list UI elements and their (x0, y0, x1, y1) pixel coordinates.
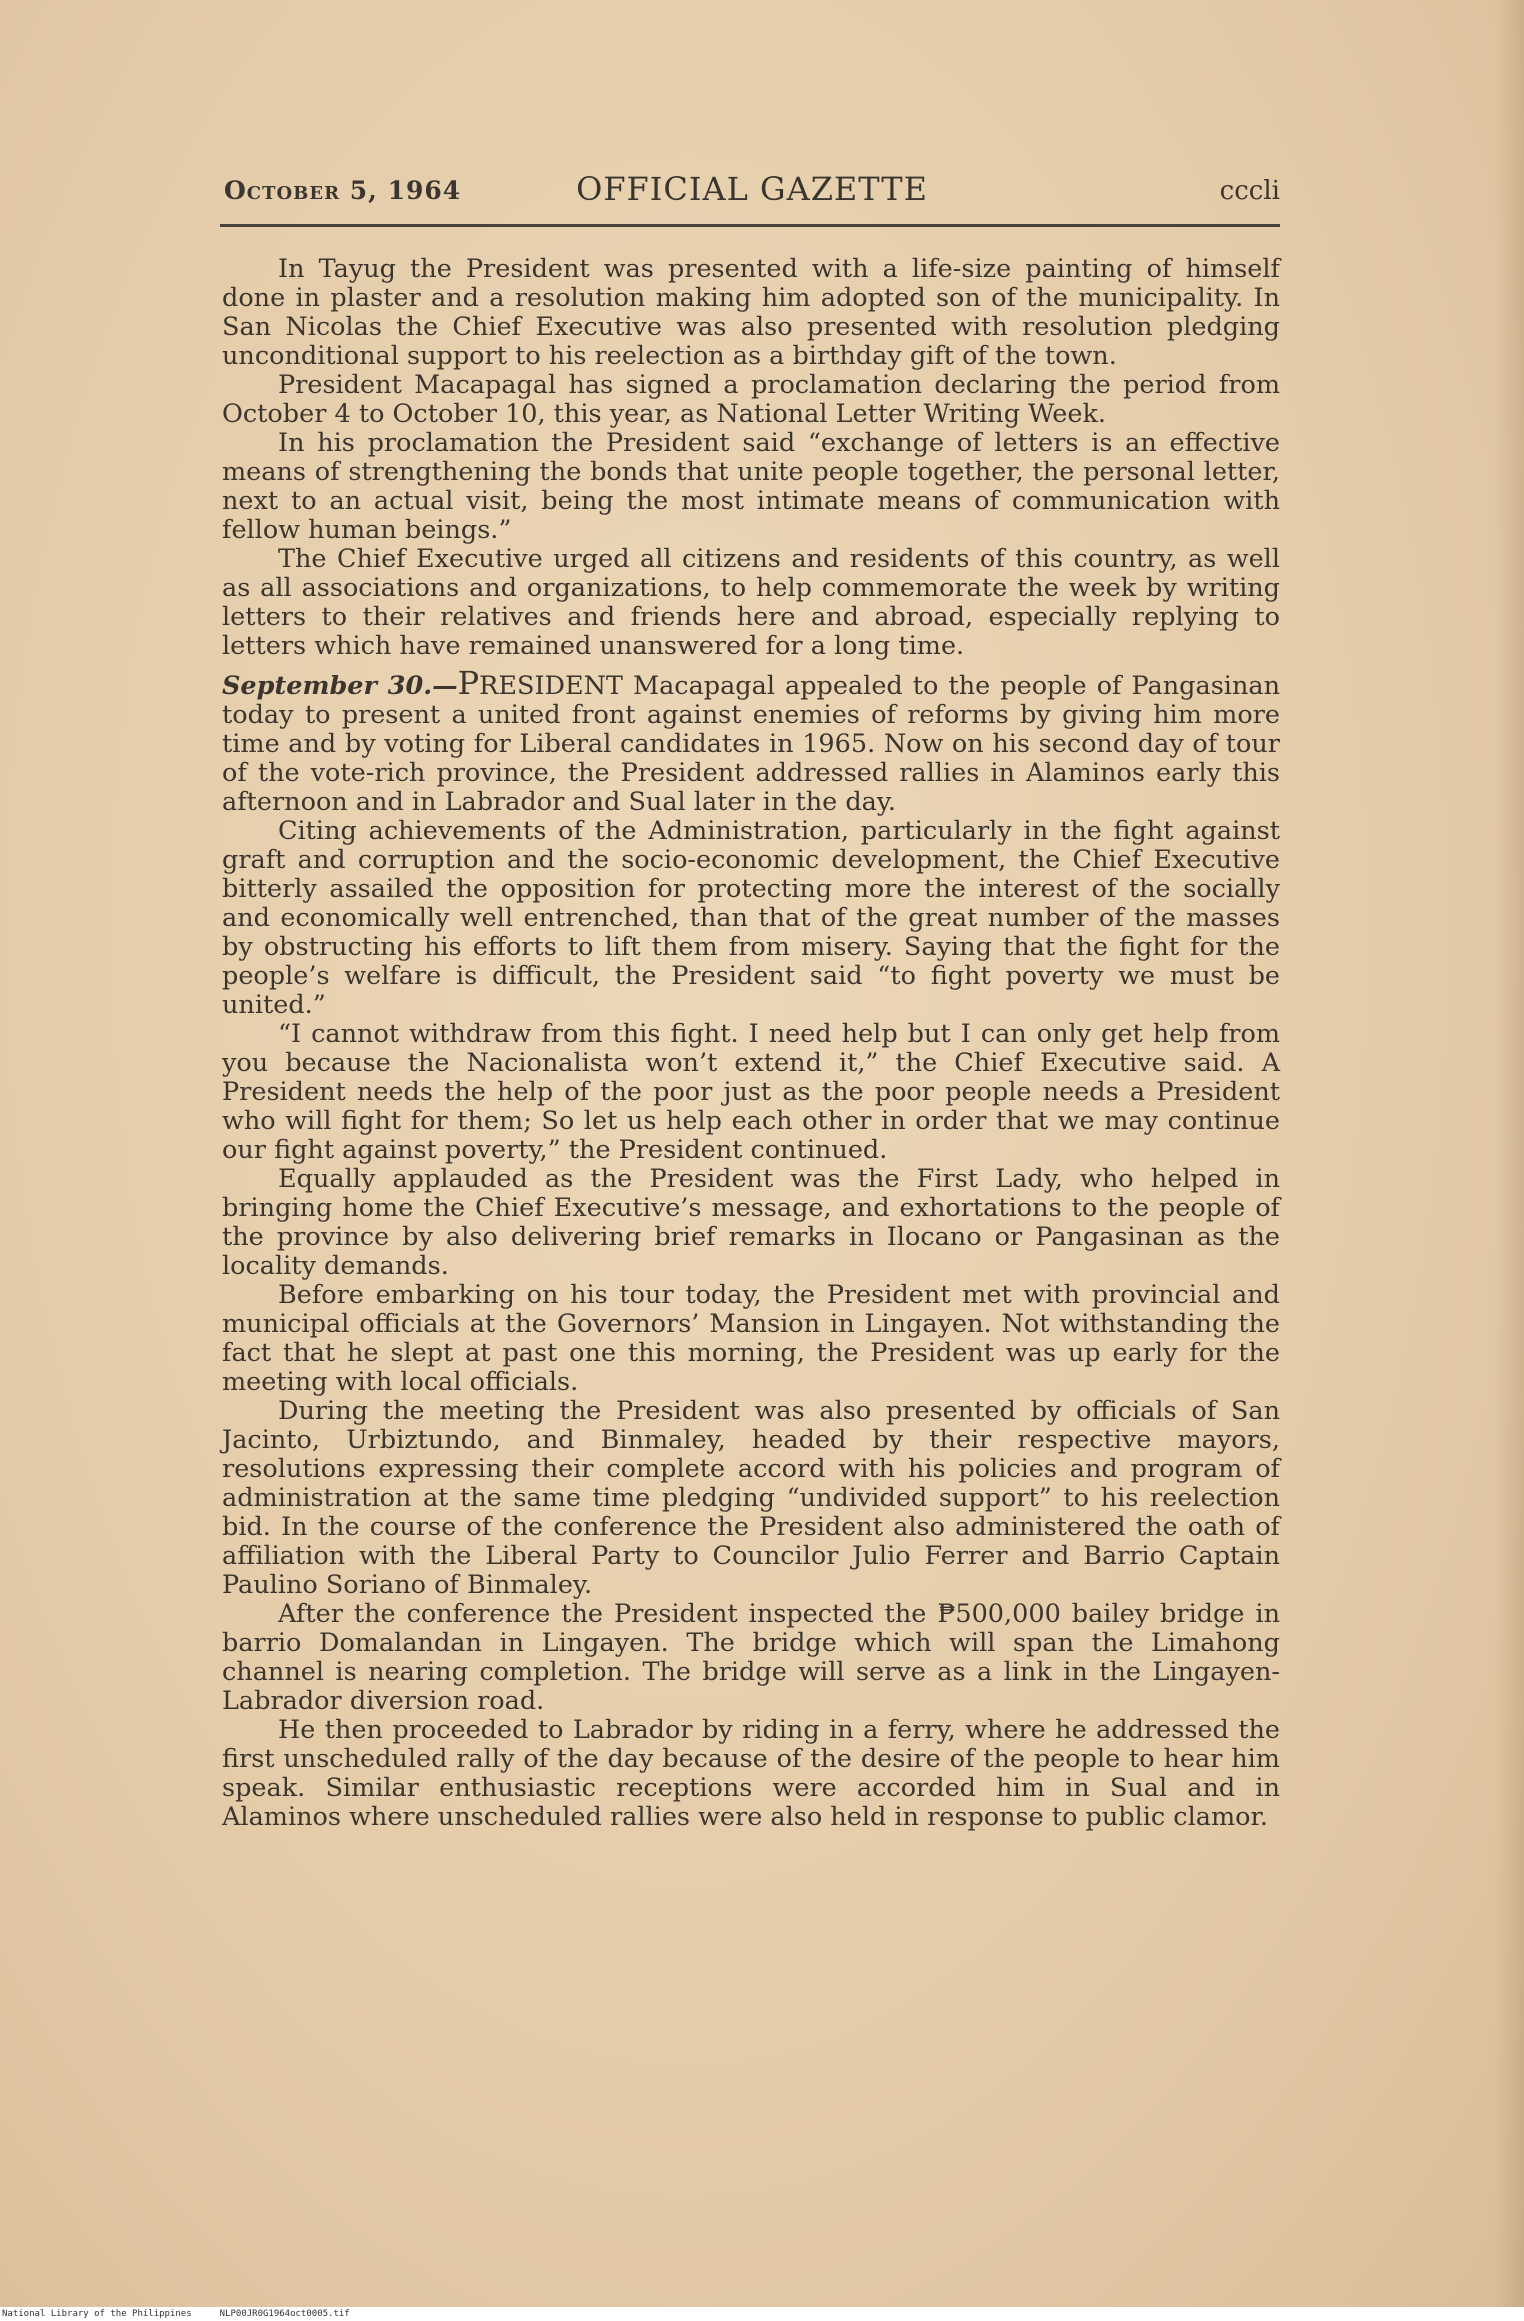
paragraph: Before embarking on his tour today, the President met with provincial and municipal officials at the Governors’ Mansion in Lingayen. Not withstanding the fact that he slept at past one this morning, the President was up early for the meeting with local officials. (222, 1280, 1280, 1397)
paragraph: The Chief Executive urged all citizens and residents of this country, as well as all associations and organizations, to help commemorate the week by writing letters to their relatives and friends here and abroad, especially replying to letters which have remained unanswered for a long time. (222, 544, 1280, 661)
paragraph: In his proclamation the President said “exchange of letters is an effective means of strengthening the bonds that unite people together, the personal letter, next to an actual visit, being the most intimate means of communication with fellow human beings.” (222, 428, 1280, 545)
header-rule (220, 224, 1280, 227)
page-edge-shadow (1494, 0, 1524, 2321)
paragraph: “I cannot withdraw from this fight. I need help but I can only get help from you because the Nacionalista won’t extend it,” the Chief Executive said. A President needs the help of the poor just as the poor people needs a President who will fight for them; So let us help each other in order that we may continue our fight against poverty,” the President continued. (222, 1019, 1280, 1165)
paragraph: He then proceeded to Labrador by riding in a ferry, where he addressed the first unscheduled rally of the day because of the desire of the people to hear him speak. Similar enthusiastic receptions were accorded him in Sual and in Alaminos where unscheduled rallies were also held in response to public clamor. (222, 1715, 1280, 1832)
footer-filename: NLP00JR0G1964oct0005.tif (219, 2309, 350, 2319)
paragraph: After the conference the President inspected the ₱500,000 bailey bridge in barrio Domalandan in Lingayen. The bridge which will span the Limahong channel is nearing completion. The bridge will serve as a link in the Lingayen-Labrador diversion road. (222, 1599, 1280, 1716)
paragraph: In Tayug the President was presented with a life-size painting of himself done in plaster and a resolution making him adopted son of the municipality. In San Nicolas the Chief Executive was also presented with resolution pledging unconditional support to his reelection as a birthday gift of the town. (222, 254, 1280, 371)
paragraph: Equally applauded as the President was the First Lady, who helped in bringing home the Chief Executive’s message, and exhortations to the people of the province by also delivering brief remarks in Ilocano or Pangasinan as the locality demands. (222, 1164, 1280, 1281)
publication-title: OFFICIAL GAZETTE (576, 170, 928, 208)
running-header (224, 170, 1280, 226)
paragraph: President Macapagal has signed a proclamation declaring the period from October 4 to October 10, this year, as National Letter Writing Week. (222, 370, 1280, 429)
dateline: September 30.— (222, 671, 458, 701)
dated-entry-paragraph (222, 664, 1280, 817)
scan-footer (0, 2307, 1524, 2321)
header-date: October 5, 1964 (224, 176, 462, 205)
paragraph: Citing achievements of the Administration, particularly in the fight against graft and corruption and the socio-economic development, the Chief Executive bitterly assailed the opposition for protecting more the interest of the socially and economically well entrenched, than that of the great number of the masses by obstructing his efforts to lift them from misery. Saying that the fight for the people’s welfare is difficult, the President said “to fight poverty we must be united.” (222, 816, 1280, 1020)
paragraph: During the meeting the President was also presented by officials of San Jacinto, Urbiztundo, and Binmaley, headed by their respective mayors, resolutions expressing their complete accord with his policies and program of administration at the same time pledging “undivided support” to his reelection bid. In the course of the conference the President also administered the oath of affiliation with the Liberal Party to Councilor Julio Ferrer and Barrio Captain Paulino Soriano of Binmaley. (222, 1396, 1280, 1600)
entry-opening: RESIDENT Macapagal appealed to the people of Pangasinan today to present a united front against enemies of reforms by giving him more time and by voting for Liberal candidates in 1965. Now on his second day of tour of the vote-rich province, the President addressed rallies in Alaminos early this afternoon and in Labrador and Sual later in the day. (222, 671, 1280, 817)
drop-cap: P (457, 664, 480, 702)
footer-source: National Library of the Philippines (2, 2309, 192, 2319)
article-body (222, 255, 1280, 1832)
page-number: cccli (1219, 176, 1280, 206)
